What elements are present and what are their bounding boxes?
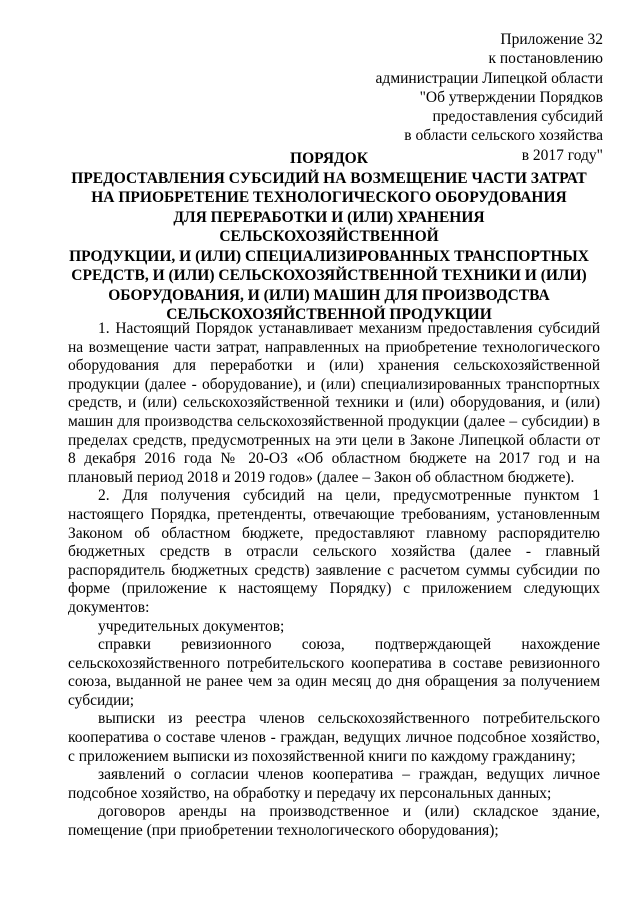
paragraph: заявлений о согласии членов кооператива – граждан, ведущих личное подсобное хозяйство, на обработку и передачу их персональных данных; [68, 766, 600, 802]
paragraph: 1. Настоящий Порядок устанавливает механизм предоставления субсидий на возмещение части затрат, направленных на приобретение технологического оборудования для переработки и (или) хранения сельскохозяйственной продукции (далее - оборудование), и (или) специализированных транспортных средств, и (или) сельскохозяйственной техники и (или) оборудования, и (или) машин для производства сельскохозяйственной продукции (далее – субсидии) в пределах средств, предусмотренных на эти цели в Законе Липецкой области от 8 декабря 2016 года № 20-ОЗ «Об областном бюджете на 2017 год и на плановый период 2018 и 2019 годов» (далее – Закон об областном бюджете). [68, 320, 600, 486]
title-line: ДЛЯ ПЕРЕРАБОТКИ И (ИЛИ) ХРАНЕНИЯ [173, 208, 485, 226]
appendix-line: к постановлению [488, 50, 603, 68]
title-line: ПОРЯДОК [290, 150, 368, 167]
paragraph: договоров аренды на производственное и (или) складское здание, помещение (при приобретении технологического оборудования); [68, 803, 600, 840]
title-line: ОБОРУДОВАНИЯ, И (ИЛИ) МАШИН ДЛЯ ПРОИЗВОДСТВА [108, 286, 550, 304]
title-line: ПРОДУКЦИИ, И (ИЛИ) СПЕЦИАЛИЗИРОВАННЫХ ТРАНСПОРТНЫХ [69, 247, 589, 265]
appendix-line: в области сельского хозяйства [404, 127, 603, 145]
title-line: СЕЛЬСКОХОЗЯЙСТВЕННОЙ ПРОДУКЦИИ [166, 306, 492, 323]
paragraph: выписки из реестра членов сельскохозяйственного потребительского кооператива о составе членов - граждан, ведущих личное подсобное хозяйство, с приложением выписки из похозяйственной книги по каждому гражданину; [68, 710, 600, 765]
document-body [68, 320, 600, 841]
title-line: СРЕДСТВ, И (ИЛИ) СЕЛЬСКОХОЗЯЙСТВЕННОЙ ТЕХНИКИ И (ИЛИ) [71, 267, 587, 284]
appendix-line: администрации Липецкой области [375, 69, 603, 87]
document-title [60, 149, 598, 325]
appendix-line: в 2017 году" [521, 146, 603, 164]
paragraph: учредительных документов; [98, 617, 285, 635]
paragraph: 2. Для получения субсидий на цели, предусмотренные пунктом 1 настоящего Порядка, претенденты, отвечающие требованиям, установленным Законом об областном бюджете, предоставляют главному распорядителю бюджетных средств в отрасли сельского хозяйства (далее - главный распорядитель бюджетных средств) заявление с расчетом суммы субсидии по форме (приложение к настоящему Порядку) с приложением следующих документов: [68, 487, 600, 616]
appendix-line: "Об утверждении Порядков [419, 88, 603, 106]
appendix-line: предоставления субсидий [432, 108, 603, 126]
title-line: НА ПРИОБРЕТЕНИЕ ТЕХНОЛОГИЧЕСКОГО ОБОРУДОВАНИЯ [91, 189, 567, 206]
appendix-header [283, 30, 603, 165]
appendix-line: Приложение 32 [500, 31, 603, 48]
paragraph: справки ревизионного союза, подтверждающей нахождение сельскохозяйственного потребительского кооператива в составе ревизионного союза, выданной не ранее чем за один месяц до дня обращения за получением субсидии; [68, 636, 600, 709]
title-line: ПРЕДОСТАВЛЕНИЯ СУБСИДИЙ НА ВОЗМЕЩЕНИЕ ЧАСТИ ЗАТРАТ [71, 169, 587, 187]
title-line: СЕЛЬСКОХОЗЯЙСТВЕННОЙ [219, 228, 439, 245]
